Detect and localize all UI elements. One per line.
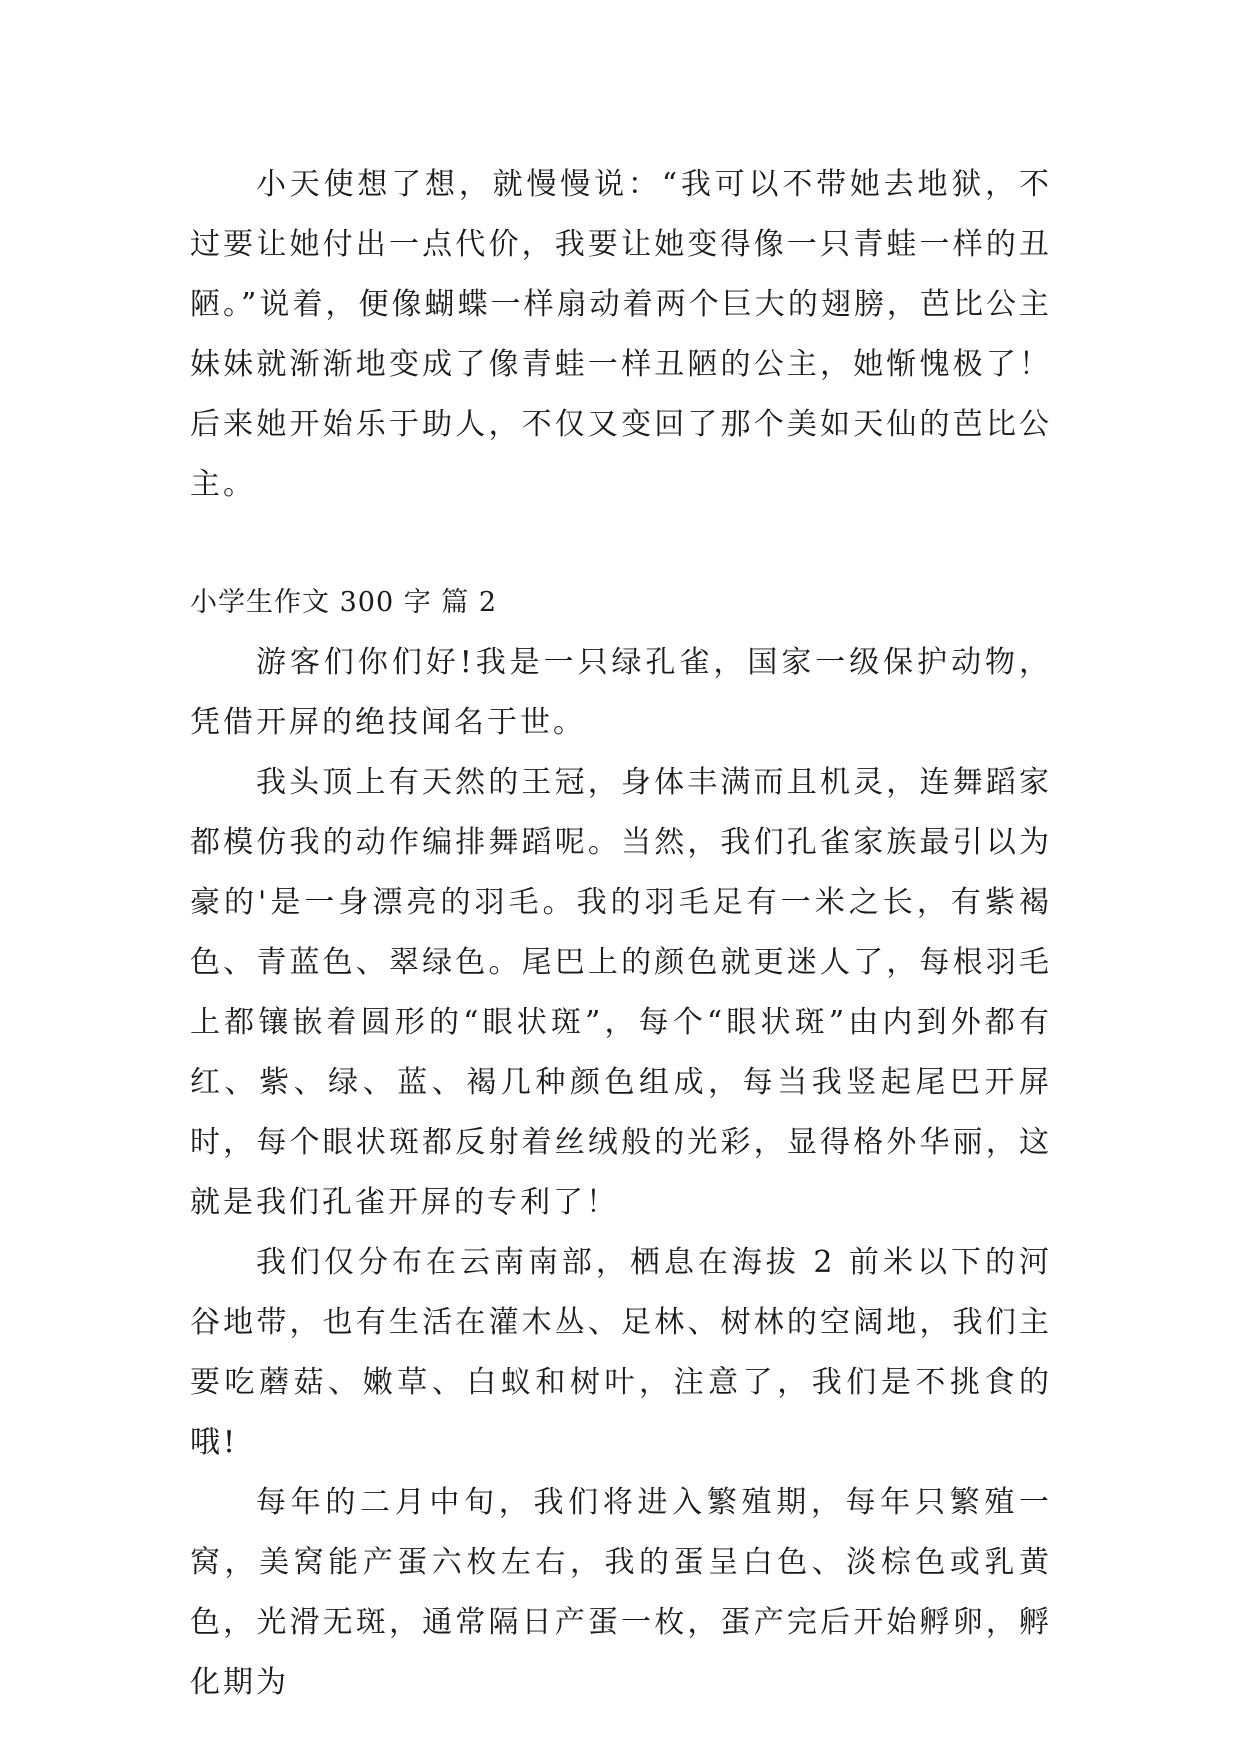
section-heading: 小学生作文 300 字 篇 2 [190, 587, 498, 618]
document-body [190, 155, 1052, 1713]
essay-paragraph-4: 每年的二月中旬，我们将进入繁殖期，每年只繁殖一窝，美窝能产蛋六枚左右，我的蛋呈白色、淡棕色或乳黄色，光滑无斑，通常隔日产蛋一枚，蛋产完后开始孵卵，孵化期为 [190, 1485, 1052, 1700]
essay-paragraph-3: 我们仅分布在云南南部，栖息在海拔 2 前米以下的河谷地带，也有生活在灌木丛、足林、树林的空阔地，我们主要吃蘑菇、嫩草、白蚁和树叶，注意了，我们是不挑食的哦! [190, 1245, 1052, 1460]
essay-paragraph-1: 游客们你们好!我是一只绿孔雀，国家一级保护动物，凭借开屏的绝技闻名于世。 [190, 645, 1052, 740]
essay-paragraph-2: 我头顶上有天然的王冠，身体丰满而且机灵，连舞蹈家都模仿我的动作编排舞蹈呢。当然，我们孔雀家族最引以为豪的'是一身漂亮的羽毛。我的羽毛足有一米之长，有紫褐色、青蓝色、翠绿色。尾巴上的颜色就更迷人了，每根羽毛上都镶嵌着圆形的“眼状斑”，每个“眼状斑”由内到外都有红、紫、绿、蓝、褐几种颜色组成，每当我竖起尾巴开屏时，每个眼状斑都反射着丝绒般的光彩，显得格外华丽，这就是我们孔雀开屏的专利了！ [190, 765, 1052, 1220]
story-paragraph: 小天使想了想，就慢慢说：“我可以不带她去地狱，不过要让她付出一点代价，我要让她变得像一只青蛙一样的丑陋。”说着，便像蝴蝶一样扇动着两个巨大的翅膀，芭比公主妹妹就渐渐地变成了像青蛙一样丑陋的公主，她惭愧极了！后来她开始乐于助人，不仅又变回了那个美如天仙的芭比公主。 [190, 167, 1052, 502]
